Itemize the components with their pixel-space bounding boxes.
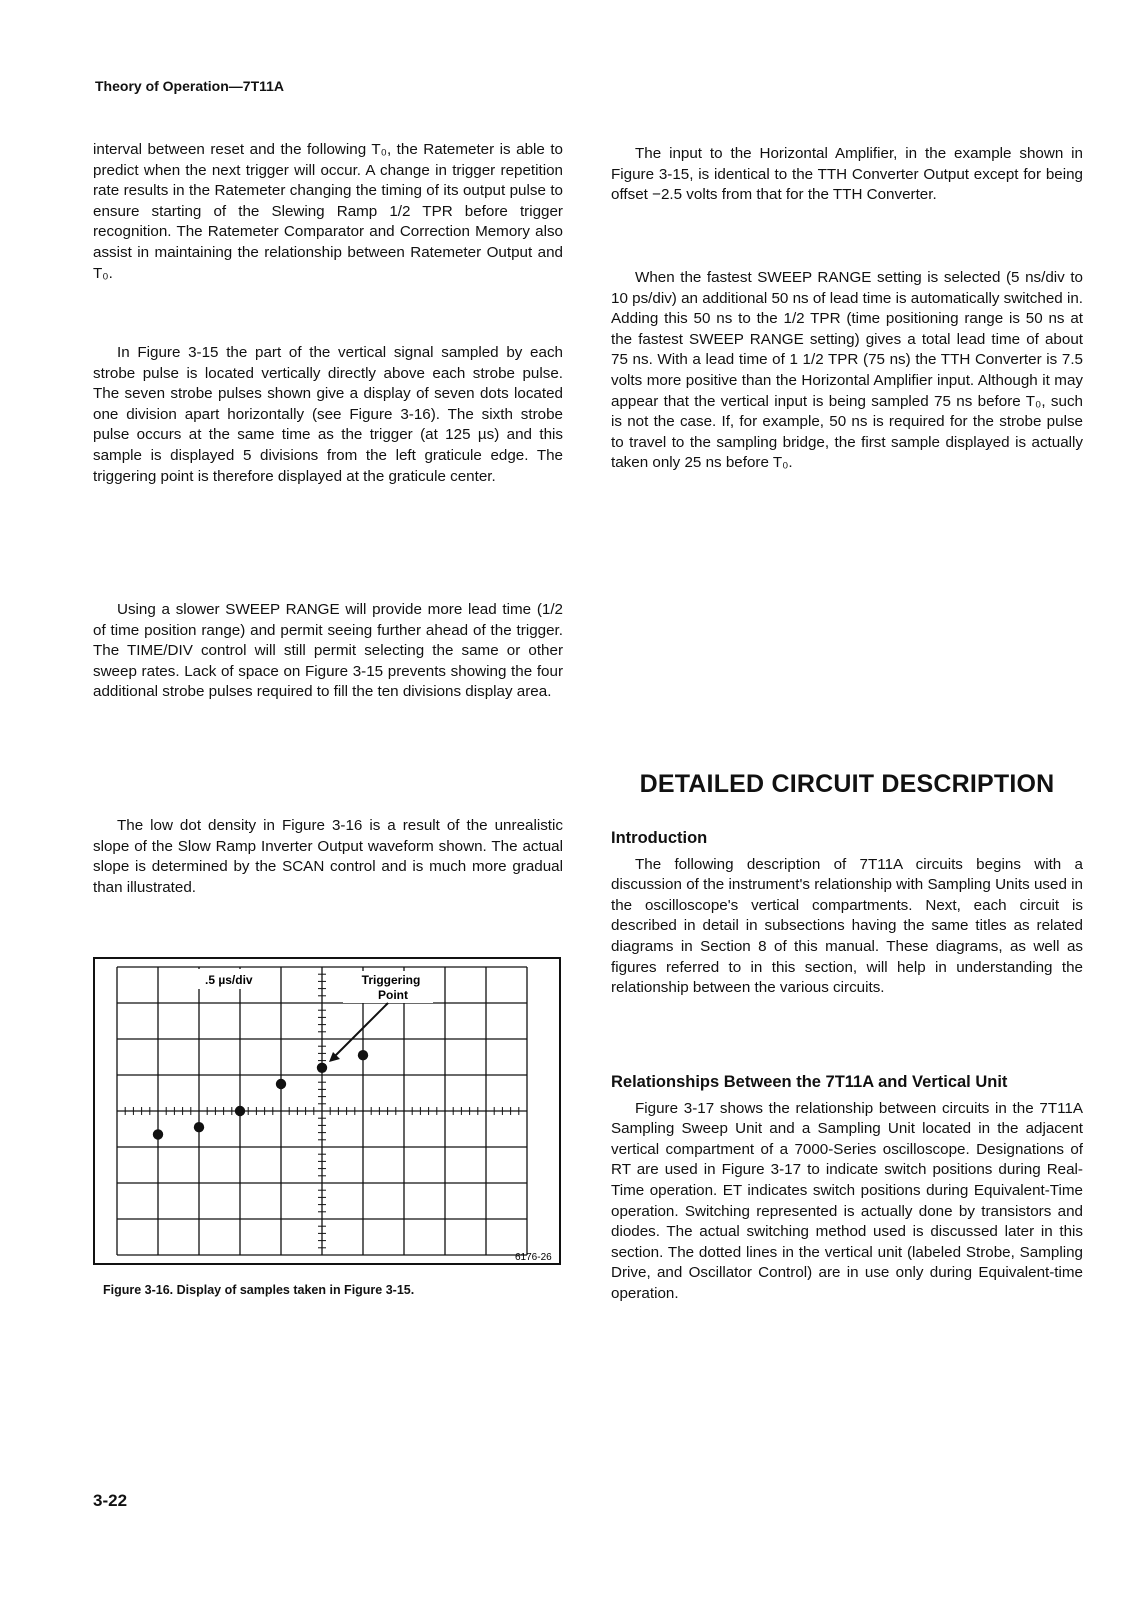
sample-dot bbox=[235, 1106, 245, 1116]
sample-dot bbox=[194, 1122, 204, 1132]
relationships-section bbox=[611, 1072, 1083, 1305]
running-header: Theory of Operation—7T11A bbox=[95, 78, 285, 94]
figure-caption: Figure 3-16. Display of samples taken in Figure 3-15. bbox=[103, 1283, 415, 1297]
right-paragraph-1: The input to the Horizontal Amplifier, in the example shown in Figure 3-15, is identical to the TTH Converter Output except for being offset −2.5 volts from that for the TTH Converter. bbox=[611, 145, 1083, 204]
left-paragraph-3: Using a slower SWEEP RANGE will provide more lead time (1/2 of time position range) and permit seeing further ahead of the trigger. The TIME/DIV control will still permit selecting the same or other sweep rates. Lack of space on Figure 3-15 prevents showing the four additional strobe pulses required to fill the ten divisions display area. bbox=[93, 601, 563, 701]
sample-dot bbox=[153, 1129, 163, 1139]
figure-3-16 bbox=[93, 957, 561, 1265]
introduction-heading: Introduction bbox=[611, 829, 708, 847]
section-title: DETAILED CIRCUIT DESCRIPTION bbox=[639, 770, 1055, 798]
sample-dot bbox=[276, 1079, 286, 1089]
right-paragraph-2: When the fastest SWEEP RANGE setting is selected (5 ns/div to 10 ps/div) an additional 50 ns of lead time is automatically switched in. Adding this 50 ns to the 1/2 TPR (time positioning range is 50 ns at the fastest SWEEP RANGE setting) gives a total lead time of about 75 ns. With a lead time of 1 1/2 TPR (75 ns) the TTH Converter is 7.5 volts more positive than the Horizontal Amplifier input. Although it may appear that the vertical input is being sampled 75 ns before T₀, such is not the case. If, for example, 50 ns is required for the strobe pulse to travel to the sampling bridge, the first sample displayed is actually taken only 25 ns before T₀. bbox=[611, 269, 1083, 472]
trigger-label-line1: Triggering bbox=[361, 973, 421, 987]
trigger-arrow-line bbox=[333, 1003, 388, 1058]
left-paragraph-1: interval between reset and the following T₀, the Ratemeter is able to predict when the next trigger will occur. A change in trigger repetition rate results in the Ratemeter changing the timing of its output pulse to ensure starting of the Slewing Ramp 1/2 TPR before trigger recognition. The Ratemeter Comparator and Correction Memory also assist in maintaining the relationship between Ratemeter Output and T₀. bbox=[93, 141, 563, 282]
page-number: 3-22 bbox=[93, 1491, 128, 1510]
left-paragraph-2: In Figure 3-15 the part of the vertical signal sampled by each strobe pulse is located vertically directly above each strobe pulse. The seven strobe pulses shown give a display of seven dots located one division apart horizontally (see Figure 3-16). The sixth strobe pulse occurs at the same time as the trigger (at 125 µs) and this sample is displayed 5 divisions from the left graticule edge. The triggering point is therefore displayed at the graticule center. bbox=[93, 344, 563, 485]
trigger-label-line2: Point bbox=[378, 988, 408, 1002]
introduction-text: The following description of 7T11A circuits begins with a discussion of the instrument's relationship with Sampling Units used in the oscilloscope's vertical compartments. Next, each circuit is described in detail in subsections having the same titles as related diagrams in Section 8 of this manual. These diagrams, as well as figures referred to in this section, will help in understanding the relationship between the various circuits. bbox=[611, 855, 1083, 997]
introduction-section bbox=[611, 828, 1083, 999]
sample-dots bbox=[153, 1050, 368, 1140]
relationships-heading: Relationships Between the 7T11A and Vertical Unit bbox=[611, 1073, 1008, 1091]
relationships-text: Figure 3-17 shows the relationship between circuits in the 7T11A Sampling Sweep Unit and a Sampling Unit located in the adjacent vertical compartment of a 7000-Series oscilloscope. Designations of RT are used in Figure 3-17 to indicate switch positions during Real-Time operation. ET indicates switch positions during Equivalent-Time operation. Switching represented is actually done by transistors and diodes. The actual switching method used is discussed later in this section. The dotted lines in the vertical unit (labeled Strobe, Sampling Drive, and Oscillator Control) are in use only during Equivalent-time operation. bbox=[611, 1099, 1083, 1302]
sample-dot bbox=[358, 1050, 368, 1060]
graticule-display bbox=[93, 957, 561, 1265]
left-paragraph-4: The low dot density in Figure 3-16 is a result of the unrealistic slope of the Slow Ramp Inverter Output waveform shown. The actual slope is determined by the SCAN control and is much more gradual than illustrated. bbox=[93, 817, 563, 896]
time-div-label: .5 µs/div bbox=[205, 973, 253, 987]
figure-id: 6176-26 bbox=[515, 1252, 552, 1263]
sample-dot bbox=[317, 1063, 327, 1073]
